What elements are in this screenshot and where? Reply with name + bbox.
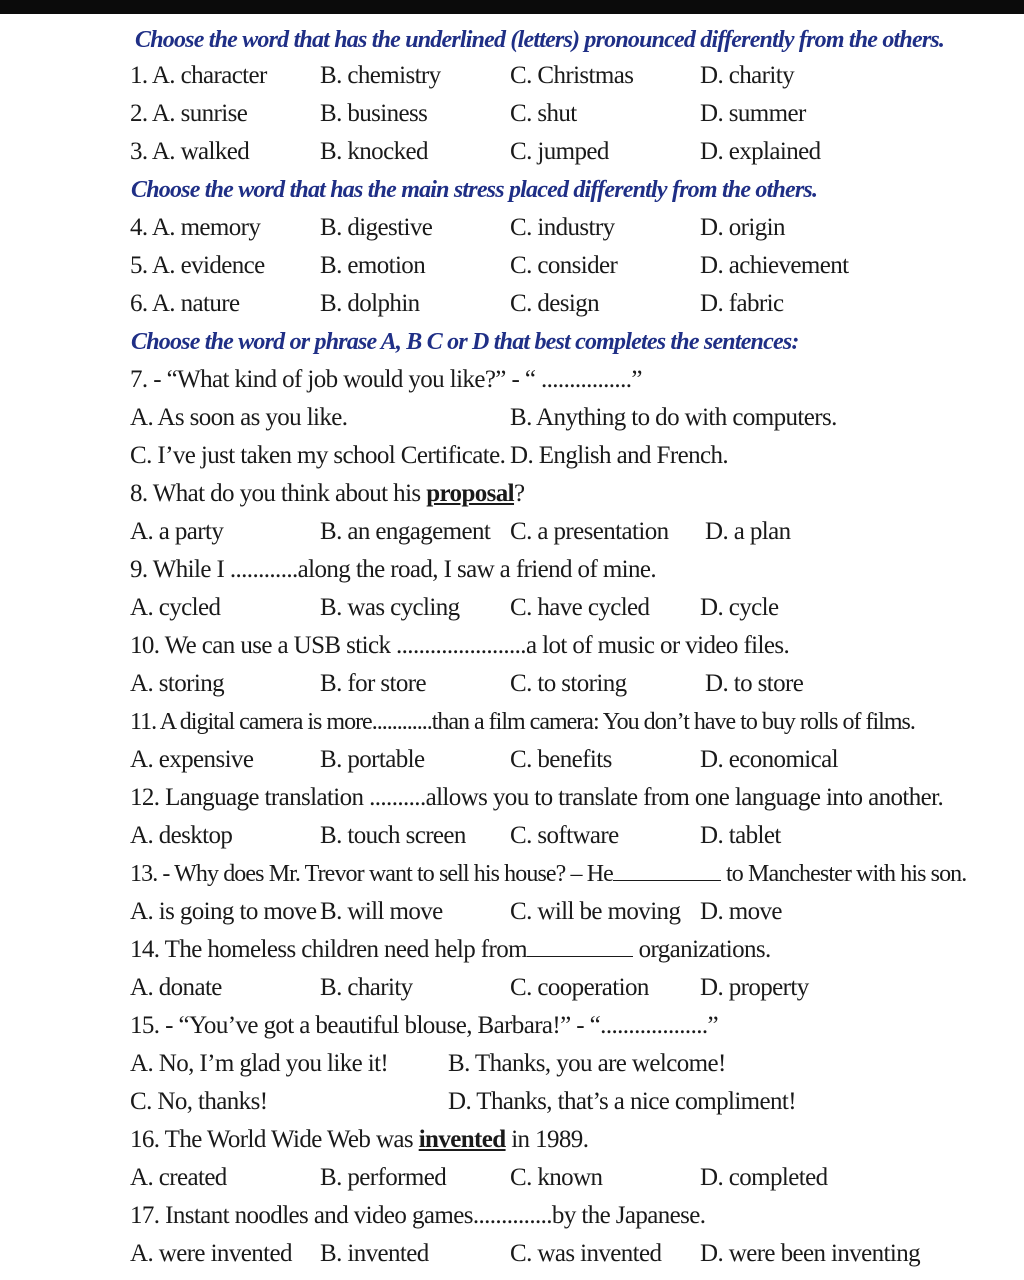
- q6-option-c: C. design: [510, 290, 600, 317]
- q8-option-b: B. an engagement: [320, 518, 491, 545]
- q12-option-b: B. touch screen: [320, 822, 466, 849]
- q9-option-c: C. have cycled: [510, 594, 650, 621]
- q16-option-a: A. created: [130, 1164, 227, 1191]
- q9-option-b: B. was cycling: [320, 594, 460, 621]
- question-8-stem: 8. What do you think about his proposal?: [130, 480, 525, 507]
- q7-option-a: A. As soon as you like.: [130, 404, 348, 431]
- question-2: [0, 96, 1024, 132]
- q8-option-d: D. a plan: [705, 518, 791, 545]
- q10-option-a: A. storing: [130, 670, 225, 697]
- q10-option-c: C. to storing: [510, 670, 627, 697]
- q17-option-b: B. invented: [320, 1240, 429, 1267]
- q7-option-d: D. English and French.: [510, 442, 729, 469]
- q15-option-d: D. Thanks, that’s a nice compliment!: [448, 1088, 796, 1115]
- q2-option-b: B. business: [320, 100, 428, 127]
- q13-option-d: D. move: [700, 898, 782, 925]
- question-15-options-cd: [0, 1084, 1024, 1120]
- question-13-options: [0, 894, 1024, 930]
- q3-option-a: 3. A. walked: [130, 138, 250, 165]
- q3-option-b: B. knocked: [320, 138, 428, 165]
- q11-option-c: C. benefits: [510, 746, 612, 773]
- question-3: [0, 134, 1024, 170]
- q16-option-d: D. completed: [700, 1164, 828, 1191]
- q14-option-c: C. cooperation: [510, 974, 649, 1001]
- q16-option-b: B. performed: [320, 1164, 447, 1191]
- q13-option-c: C. will be moving: [510, 898, 681, 925]
- q6-option-d: D. fabric: [700, 290, 784, 317]
- q12-option-d: D. tablet: [700, 822, 781, 849]
- q12-option-a: A. desktop: [130, 822, 233, 849]
- heading-pronunciation: Choose the word that has the underlined (letters) pronounced differently from the others.: [135, 27, 945, 53]
- q8-option-c: C. a presentation: [510, 518, 669, 545]
- q13-option-b: B. will move: [320, 898, 443, 925]
- q7-option-c: C. I’ve just taken my school Certificate.: [130, 442, 506, 469]
- q1-option-d: D. charity: [700, 62, 794, 89]
- q4-option-c: C. industry: [510, 214, 615, 241]
- q11-option-a: A. expensive: [130, 746, 254, 773]
- q17-option-d: D. were been inventing: [700, 1240, 921, 1267]
- q6-option-a: 6. A. nature: [130, 290, 240, 317]
- q11-option-b: B. portable: [320, 746, 425, 773]
- q9-option-d: D. cycle: [700, 594, 779, 621]
- question-1: [0, 58, 1024, 94]
- q14-option-a: A. donate: [130, 974, 222, 1001]
- q1-option-b: B. chemistry: [320, 62, 441, 89]
- q3-option-c: C. jumped: [510, 138, 609, 165]
- question-17-options: [0, 1236, 1024, 1272]
- question-15-stem: 15. - “You’ve got a beautiful blouse, Barbara!” - “...................”: [130, 1012, 719, 1039]
- q13-answer-blank: [613, 856, 721, 881]
- question-13-stem: 13. - Why does Mr. Trevor want to sell his house? – He to Manchester with his son.: [0, 856, 1024, 892]
- q3-option-d: D. explained: [700, 138, 821, 165]
- q1-option-a: 1. A. character: [130, 62, 267, 89]
- question-7-stem: 7. - “What kind of job would you like?” - “ ................”: [130, 366, 642, 393]
- question-10-stem: 10. We can use a USB stick .......................a lot of music or video files.: [130, 632, 790, 659]
- question-9-options: [0, 590, 1024, 626]
- question-11-stem: 11. A digital camera is more............than a film camera: You don’t have to buy rolls of films.: [130, 709, 915, 735]
- question-7-options-cd: [0, 438, 1024, 474]
- q17-option-a: A. were invented: [130, 1240, 292, 1267]
- q4-option-a: 4. A. memory: [130, 214, 261, 241]
- q4-option-d: D. origin: [700, 214, 785, 241]
- question-9-stem: 9. While I ............along the road, I saw a friend of mine.: [130, 556, 657, 583]
- q8-option-a: A. a party: [130, 518, 224, 545]
- cut-off-next-line: [130, 1276, 530, 1280]
- top-bar: [0, 0, 1024, 14]
- q5-option-c: C. consider: [510, 252, 618, 279]
- question-6: [0, 286, 1024, 322]
- q2-option-a: 2. A. sunrise: [130, 100, 248, 127]
- worksheet: [0, 14, 1024, 1280]
- q14-answer-blank: [527, 932, 633, 957]
- q9-option-a: A. cycled: [130, 594, 221, 621]
- question-16-options: [0, 1160, 1024, 1196]
- question-7-options-ab: [0, 400, 1024, 436]
- question-12-stem: 12. Language translation ..........allows you to translate from one language into another.: [130, 784, 944, 811]
- q14-option-b: B. charity: [320, 974, 413, 1001]
- q2-option-d: D. summer: [700, 100, 806, 127]
- q1-option-c: C. Christmas: [510, 62, 634, 89]
- q12-option-c: C. software: [510, 822, 619, 849]
- heading-completion: Choose the word or phrase A, B C or D that best completes the sentences:: [131, 329, 799, 355]
- q16-key-word: invented: [418, 1126, 506, 1153]
- q6-option-b: B. dolphin: [320, 290, 420, 317]
- q5-option-a: 5. A. evidence: [130, 252, 265, 279]
- q4-option-b: B. digestive: [320, 214, 433, 241]
- question-14-options: [0, 970, 1024, 1006]
- question-10-options: [0, 666, 1024, 702]
- question-16-stem: 16. The World Wide Web was invented in 1989.: [130, 1126, 589, 1153]
- question-17-stem: 17. Instant noodles and video games..............by the Japanese.: [130, 1202, 706, 1229]
- q15-option-b: B. Thanks, you are welcome!: [448, 1050, 726, 1077]
- heading-stress: Choose the word that has the main stress placed differently from the others.: [131, 177, 818, 203]
- question-4: [0, 210, 1024, 246]
- q16-option-c: C. known: [510, 1164, 603, 1191]
- q13-option-a: A. is going to move: [130, 898, 317, 925]
- q10-option-b: B. for store: [320, 670, 426, 697]
- question-15-options-ab: [0, 1046, 1024, 1082]
- q7-option-b: B. Anything to do with computers.: [510, 404, 837, 431]
- q8-key-word: proposal: [426, 480, 515, 507]
- q5-option-d: D. achievement: [700, 252, 849, 279]
- q17-option-c: C. was invented: [510, 1240, 662, 1267]
- question-8-options: [0, 514, 1024, 550]
- question-11-options: [0, 742, 1024, 778]
- q2-option-c: C. shut: [510, 100, 577, 127]
- question-5: [0, 248, 1024, 284]
- q10-option-d: D. to store: [705, 670, 804, 697]
- q14-option-d: D. property: [700, 974, 809, 1001]
- question-12-options: [0, 818, 1024, 854]
- q11-option-d: D. economical: [700, 746, 838, 773]
- q5-option-b: B. emotion: [320, 252, 426, 279]
- q15-option-c: C. No, thanks!: [130, 1088, 268, 1115]
- question-14-stem: 14. The homeless children need help from organizations.: [0, 932, 1024, 968]
- q15-option-a: A. No, I’m glad you like it!: [130, 1050, 389, 1077]
